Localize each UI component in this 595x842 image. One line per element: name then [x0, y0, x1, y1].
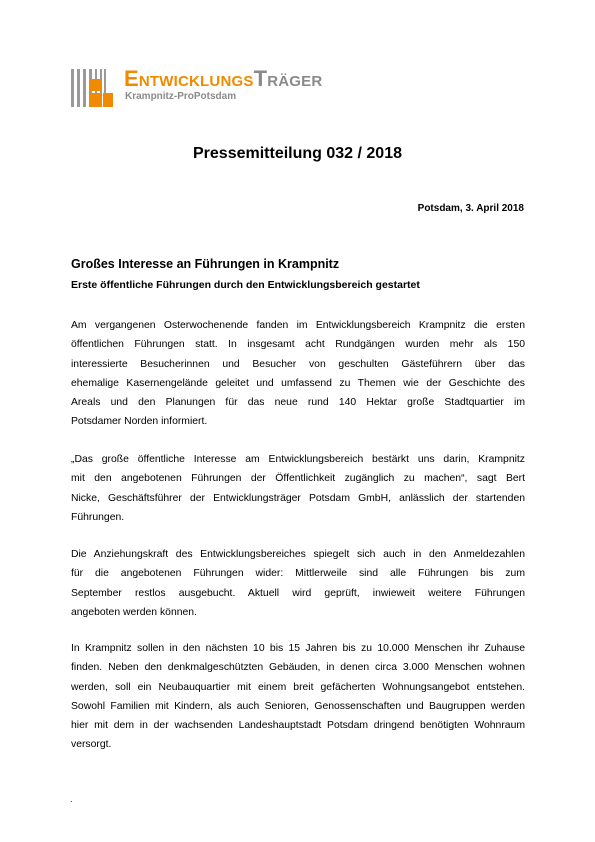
paragraph-line: Die Anziehungskraft des Entwicklungsbereiches spiegelt sich auch in den Anmeldezahlen [71, 549, 525, 560]
paragraph-line: Sowohl Familien mit Kindern, als auch Senioren, Genossenschaften und Baugruppen werden [71, 700, 525, 712]
paragraph-line: finden. Neben den denkmalgeschützten Gebäuden, in denen circa 3.000 Menschen wohnen [71, 662, 525, 674]
paragraph-line: Führungen. [71, 511, 125, 523]
paragraph-line: September restlos ausgebucht. Aktuell wird geprüft, inwieweit weitere Führungen [71, 587, 525, 599]
paragraph-2 [71, 450, 525, 527]
paragraph-line: mit den angebotenen Führungen der Öffentlichkeit zugänglich zu machen“, sagt Bert [71, 473, 525, 485]
paragraph-1 [71, 316, 525, 432]
paragraph-line: für die angebotenen Führungen wider: Mittlerweile sind alle Führungen bis zum [71, 568, 525, 580]
paragraph-line: interessierte Besucherinnen und Besucher von geschulten Gästeführern über das [71, 358, 525, 370]
paragraph-line: Potsdamer Norden informiert. [71, 416, 208, 428]
logo-wordmark-part2: Träger [253, 66, 323, 91]
paragraph-line: Am vergangenen Osterwochenende fanden im Entwicklungsbereich Krampnitz die ersten [71, 320, 525, 331]
paragraph-line: Nicke, Geschäftsführer der Entwicklungsträger Potsdam GmbH, anlässlich der startenden [71, 492, 525, 504]
subheadline: Erste öffentliche Führungen durch den Entwicklungsbereich gestartet [71, 279, 420, 291]
paragraph-line: versorgt. [71, 739, 112, 751]
footer-mark: . [70, 794, 73, 805]
paragraph-line: öffentlichen Führungen statt. In insgesamt acht Rundgängen wurden mehr als 150 [71, 339, 525, 351]
paragraph-line: Areals und den Planungen für das neue rund 140 Hektar große Stadtquartier im [71, 397, 525, 409]
paragraph-4 [71, 639, 525, 755]
logo-wordmark-part1: Entwicklungs [124, 66, 254, 91]
company-logo [71, 64, 391, 108]
paragraph-line: In Krampnitz sollen in den nächsten 10 bis 15 Jahren bis zu 10.000 Menschen ihr Zuhause [71, 643, 525, 654]
press-release-title: Pressemitteilung 032 / 2018 [193, 145, 402, 162]
paragraph-line: angeboten werden können. [71, 606, 197, 618]
paragraph-line: hier mit dem in der wachsenden Landeshauptstadt Potsdam dringend benötigten Wohnraum [71, 720, 525, 732]
paragraph-line: „Das große öffentliche Interesse am Entwicklungsbereich bestärkt uns darin, Krampnitz [71, 454, 525, 465]
logo-bars-icon [71, 69, 115, 107]
paragraph-3 [71, 545, 525, 622]
logo-wordmark [124, 67, 322, 91]
paragraph-line: werden, soll ein Neubauquartier mit einem breit gefächerten Wohnungsangebot entstehen. [71, 681, 525, 693]
paragraph-line: ehemalige Kasernengelände geleitet und umfassend zu Themen wie der Geschichte des [71, 377, 525, 389]
logo-subtitle: Krampnitz-ProPotsdam [125, 91, 237, 102]
press-release-date: Potsdam, 3. April 2018 [417, 203, 524, 214]
headline: Großes Interesse an Führungen in Krampnitz [71, 257, 340, 271]
